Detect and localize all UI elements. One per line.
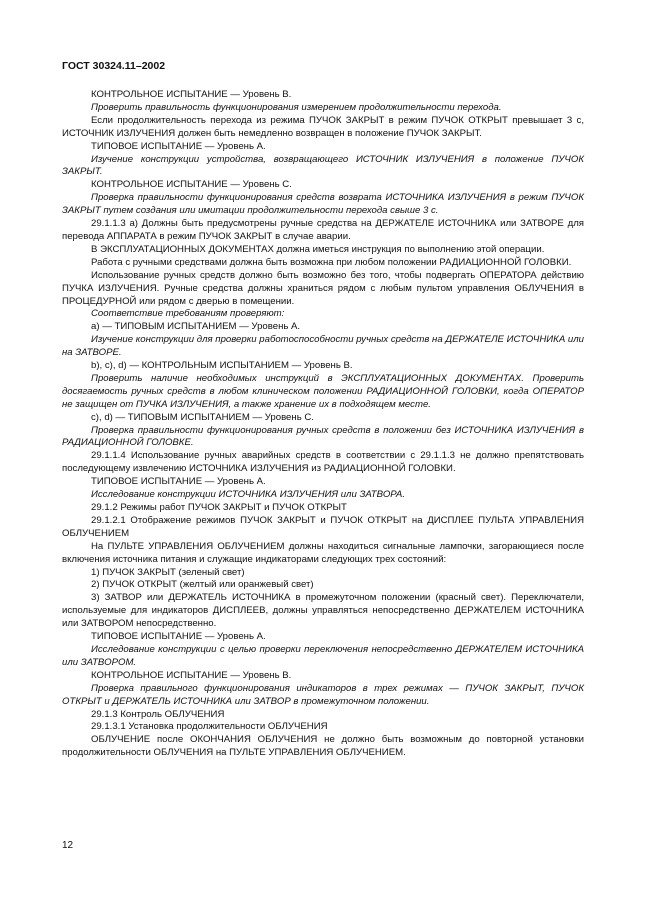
paragraph: Работа с ручными средствами должна быть возможна при любом положении РАДИАЦИОННОЙ ГОЛОВКИ. — [91, 256, 572, 268]
paragraph: КОНТРОЛЬНОЕ ИСПЫТАНИЕ — Уровень С. — [91, 179, 292, 191]
paragraph: с), d) — ТИПОВЫМ ИСПЫТАНИЕМ — Уровень С. — [91, 411, 314, 423]
page-number: 12 — [62, 840, 74, 851]
paragraph: 29.1.1.4 Использование ручных аварийных средств в соответствии с 29.1.1.3 не должно препятствовать последующему извлечению ИСТОЧНИКА ИЗЛУЧЕНИЯ из РАДИАЦИОННОЙ ГОЛОВКИ. — [62, 450, 584, 475]
paragraph: Изучение конструкции для проверки работоспособности ручных средств на ДЕРЖАТЕЛЕ ИСТОЧНИКА или на ЗАТВОРЕ. — [62, 334, 584, 359]
paragraph: 29.1.1.3 а) Должны быть предусмотрены ручные средства на ДЕРЖАТЕЛЕ ИСТОЧНИКА или ЗАТВОРЕ для перевода АППАРАТА в режим ПУЧОК ЗАКРЫТ в случае аварии. — [62, 218, 584, 242]
paragraph: КОНТРОЛЬНОЕ ИСПЫТАНИЕ — Уровень В. — [91, 89, 292, 100]
paragraph: 29.1.3 Контроль ОБЛУЧЕНИЯ — [91, 708, 225, 720]
paragraph: Соответствие требованиям проверяют: — [91, 308, 285, 320]
document-body — [62, 89, 584, 760]
paragraph: ТИПОВОЕ ИСПЫТАНИЕ — Уровень А. — [91, 140, 266, 152]
paragraph: В ЭКСПЛУАТАЦИОННЫХ ДОКУМЕНТАХ должна иметься инструкция по выполнению этой операции. — [91, 243, 545, 255]
paragraph: Проверка правильности функционирования ручных средств в положении без ИСТОЧНИКА ИЗЛУЧЕНИЯ в РАДИАЦИОННОЙ ГОЛОВКЕ. — [62, 424, 584, 449]
paragraph: Проверка правильного функционирования индикаторов в трех режимах — ПУЧОК ЗАКРЫТ, ПУЧОК ОТКРЫТ и ДЕРЖАТЕЛЬ ИСТОЧНИКА или ЗАТВОР в промежуточном положении. — [62, 682, 584, 707]
paragraph: Проверить правильность функционирования измерением продолжительности перехода. — [91, 101, 502, 113]
paragraph: Исследование конструкции ИСТОЧНИКА ИЗЛУЧЕНИЯ или ЗАТВОРА. — [91, 489, 406, 501]
paragraph: 29.1.2 Режимы работ ПУЧОК ЗАКРЫТ и ПУЧОК ОТКРЫТ — [91, 502, 347, 513]
paragraph: 3) ЗАТВОР или ДЕРЖАТЕЛЬ ИСТОЧНИКА в промежуточном положении (красный свет). Переключатели, используемые для индикаторов ДИСПЛЕЕВ, должны управляться непосредственно ДЕРЖАТЕЛЕМ ИСТОЧНИКА или ЗАТВОРОМ непосредственно. — [62, 592, 584, 630]
paragraph: Исследование конструкции с целью проверки переключения непосредственно ДЕРЖАТЕЛЕМ ИСТОЧНИКА или ЗАТВОРОМ. — [62, 643, 584, 668]
paragraph: Проверка правильности функционирования средств возврата ИСТОЧНИКА ИЗЛУЧЕНИЯ в режим ПУЧОК ЗАКРЫТ путем создания или имитации продолжительности перехода свыше 3 с. — [62, 192, 584, 217]
paragraph: 29.1.3.1 Установка продолжительности ОБЛУЧЕНИЯ — [91, 721, 328, 733]
paragraph: ТИПОВОЕ ИСПЫТАНИЕ — Уровень А. — [91, 476, 266, 488]
paragraph: 29.1.2.1 Отображение режимов ПУЧОК ЗАКРЫТ и ПУЧОК ОТКРЫТ на ДИСПЛЕЕ ПУЛЬТА УПРАВЛЕНИЯ ОБЛУЧЕНИЕМ — [62, 514, 584, 539]
paragraph: КОНТРОЛЬНОЕ ИСПЫТАНИЕ — Уровень В. — [91, 669, 292, 681]
paragraph: Проверить наличие необходимых инструкций в ЭКСПЛУАТАЦИОННЫХ ДОКУМЕНТАХ. Проверить досягаемость ручных средств в любом клиническом положении РАДИАЦИОННОЙ ГОЛОВКИ, когда ОПЕРАТОР не защищен от ПУЧКА ИЗЛУЧЕНИЯ, а также хранение их в подходящем месте. — [62, 372, 584, 410]
paragraph: Изучение конструкции устройства, возвращающего ИСТОЧНИК ИЗЛУЧЕНИЯ в положение ПУЧОК ЗАКРЫТ. — [62, 153, 584, 178]
paragraph: Использование ручных средств должно быть возможно без того, чтобы подвергать ОПЕРАТОРА действию ПУЧКА ИЗЛУЧЕНИЯ. Ручные средства должны храниться рядом с любым пультом управления ОБЛУЧЕНИЯ в ПРОЦЕДУРНОЙ или рядом с дверью в помещении. — [62, 269, 584, 307]
document-header: ГОСТ 30324.11–2002 — [62, 60, 166, 72]
paragraph: а) — ТИПОВЫМ ИСПЫТАНИЕМ — Уровень А. — [91, 321, 301, 333]
paragraph: 2) ПУЧОК ОТКРЫТ (желтый или оранжевый свет) — [91, 579, 314, 591]
paragraph: b), с), d) — КОНТРОЛЬНЫМ ИСПЫТАНИЕМ — Уровень В. — [91, 360, 353, 372]
paragraph: 1) ПУЧОК ЗАКРЫТ (зеленый свет) — [91, 566, 245, 578]
paragraph: ТИПОВОЕ ИСПЫТАНИЕ — Уровень А. — [91, 631, 266, 643]
paragraph: Если продолжительность перехода из режима ПУЧОК ЗАКРЫТ в режим ПУЧОК ОТКРЫТ превышает 3 с, ИСТОЧНИК ИЗЛУЧЕНИЯ должен быть немедленно возвращен в положение ПУЧОК ЗАКРЫТ. — [62, 114, 584, 139]
paragraph: ОБЛУЧЕНИЕ после ОКОНЧАНИЯ ОБЛУЧЕНИЯ не должно быть возможным до повторной установки продолжительности ОБЛУЧЕНИЯ на ПУЛЬТЕ УПРАВЛЕНИЯ ОБЛУЧЕНИЕМ. — [62, 734, 584, 759]
paragraph: На ПУЛЬТЕ УПРАВЛЕНИЯ ОБЛУЧЕНИЕМ должны находиться сигнальные лампочки, загорающиеся после включения источника питания и служащие индикаторами следующих трех состояний: — [62, 540, 584, 565]
